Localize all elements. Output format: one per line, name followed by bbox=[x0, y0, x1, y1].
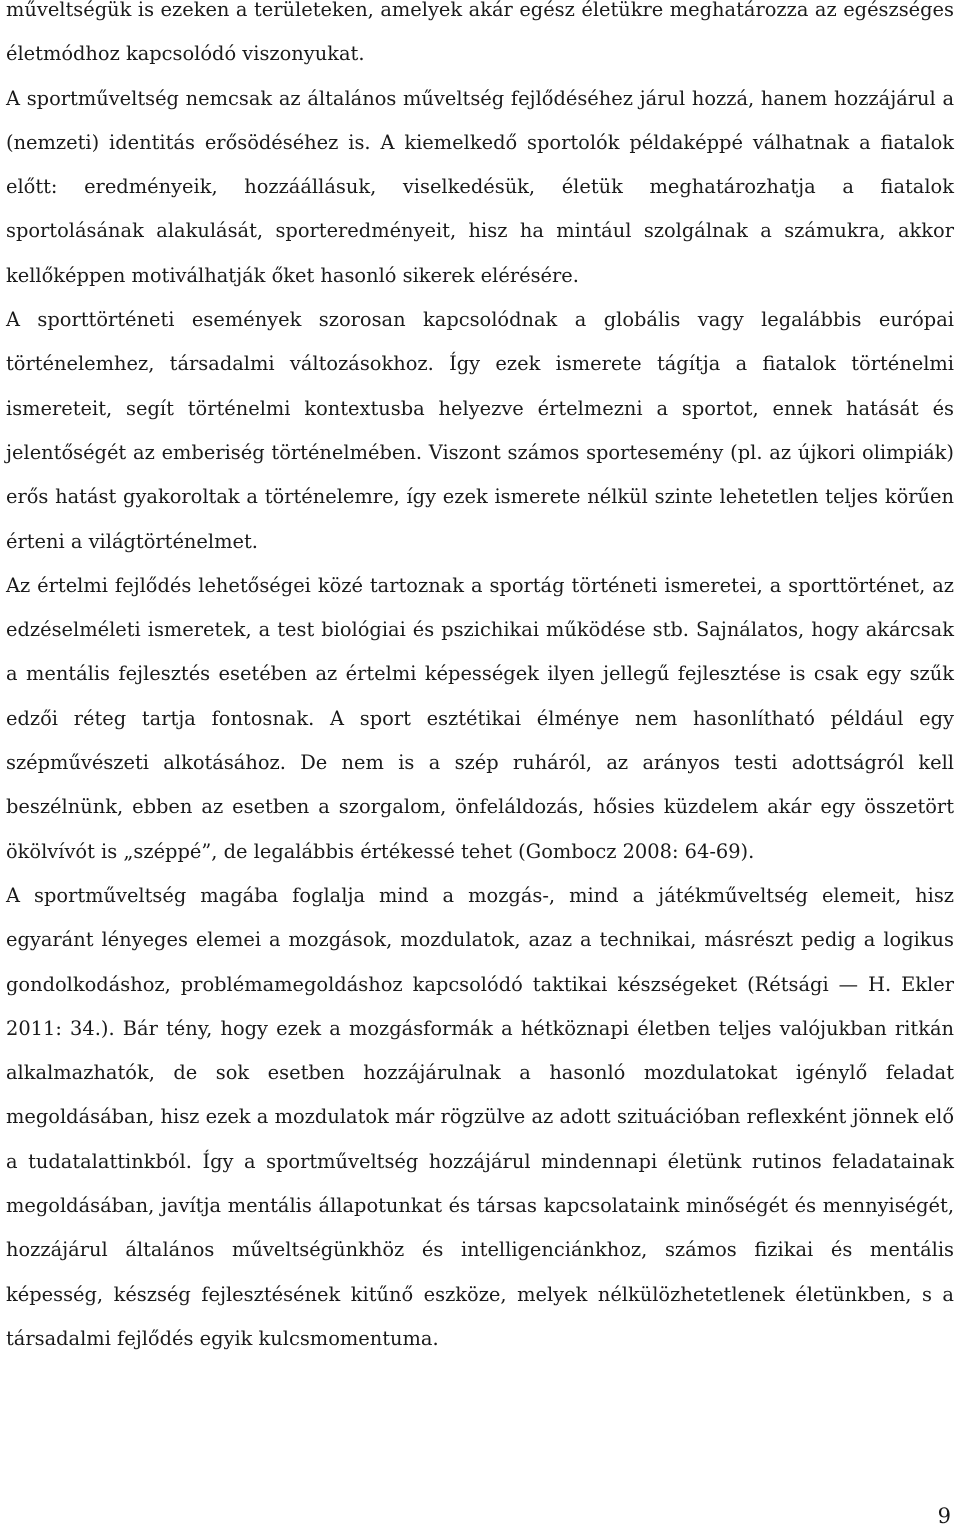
paragraph-5: A sportműveltség magába foglalja mind a mozgás-, mind a játékműveltség elemeit, hisz egyaránt lényeges elemei a mozgások, mozdulatok, azaz a technikai, másrészt pedig a logikus gondolkodáshoz, problémamegoldáshoz kapcsolódó taktikai készségeket (Rétsági — H. Ekler 2011: 34.). Bár tény, hogy ezek a mozgásformák a hétköznapi életben teljes valójukban ritkán alkalmazhatók, de sok esetben hozzájárulnak a hasonló mozdulatokat igénylő feladat megoldásában, hisz ezek a mozdulatok már rögzülve az adott szituációban reflexként jönnek elő a tudatalattinkból. Így a sportműveltség hozzájárul mindennapi életünk rutinos feladatainak megoldásában, javítja mentális állapotunkat és társas kapcsolataink minőségét és mennyiségét, hozzájárul általános műveltségünkhöz és intelligenciánkhoz, számos fizikai és mentális képesség, készség fejlesztésének kitűnő eszköze, melyek nélkülözhetetlenek életünkben, s a társadalmi fejlődés egyik kulcsmomentuma. bbox=[6, 883, 954, 1350]
paragraph-3: A sporttörténeti események szorosan kapcsolódnak a globális vagy legalábbis európai történelemhez, társadalmi változásokhoz. Így ezek ismerete tágítja a fiatalok történelmi ismereteit, segít történelmi kontextusba helyezve értelmezni a sportot, ennek hatását és jelentőségét az emberiség történelmében. Viszont számos sportesemény (pl. az újkori olimpiák) erős hatást gyakoroltak a történelemre, így ezek ismerete nélkül szinte lehetetlen teljes körűen érteni a világtörténelmet. bbox=[6, 308, 954, 553]
paragraph-1: műveltségük is ezeken a területeken, amelyek akár egész életükre meghatározza az egészséges életmódhoz kapcsolódó viszonyukat. bbox=[6, 0, 954, 66]
paragraph-2: A sportműveltség nemcsak az általános műveltség fejlődéséhez járul hozzá, hanem hozzájárul a (nemzeti) identitás erősödéséhez is. A kiemelkedő sportolók példaképpé válhatnak a fiatalok előtt: eredményeik, hozzáállásuk, viselkedésük, életük meghatározhatja a fiatalok sportolásának alakulását, sporteredményeit, hisz ha mintául szolgálnak a számukra, akkor kellőképpen motiválhatják őket hasonló sikerek elérésére. bbox=[6, 86, 954, 287]
body-text bbox=[6, 0, 954, 1361]
paragraph-4: Az értelmi fejlődés lehetőségei közé tartoznak a sportág történeti ismeretei, a sporttörténet, az edzéselméleti ismeretek, a test biológiai és pszichikai működése stb. Sajnálatos, hogy akárcsak a mentális fejlesztés esetében az értelmi képességek ilyen jellegű fejlesztése is csak egy szűk edzői réteg tartja fontosnak. A sport esztétikai élménye nem hasonlítható például egy szépművészeti alkotásához. De nem is a szép ruháról, az arányos testi adottságról kell beszélnünk, ebben az esetben a szorgalom, önfeláldozás, hősies küzdelem akár egy összetört ökölvívót is „széppé”, de legalábbis értékessé tehet (Gombocz 2008: 64-69). bbox=[6, 573, 954, 863]
page-number: 9 bbox=[937, 1504, 951, 1528]
